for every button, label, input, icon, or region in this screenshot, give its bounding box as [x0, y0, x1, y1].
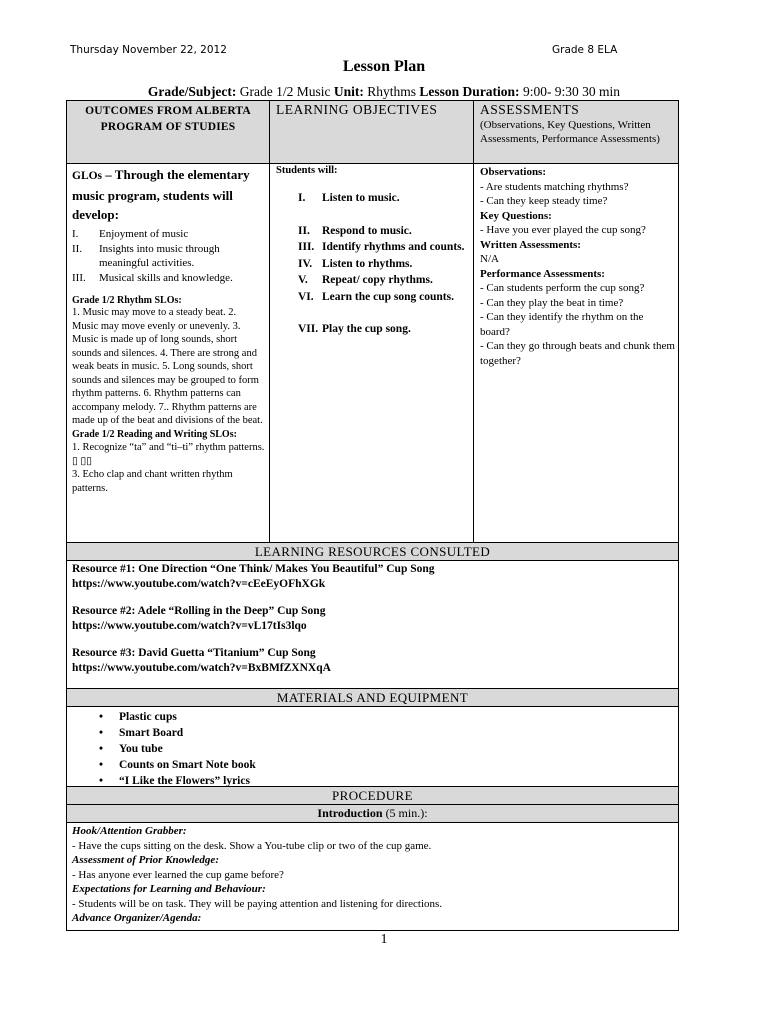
list-item: - Can they identify the rhythm on the board?	[480, 311, 644, 338]
rhythm-slo-text: 1. Music may move to a steady beat. 2. Music may move evenly or unevenly. 3. Music is made up of long sounds, short sounds and silences. 4. There are strong and weak beats in music. 5. Long sounds, short sounds and silences may be grouped to form rhythm patterns. 6. Rhythm patterns can accompany melody. 7.. Rhythm patterns are made up of the beat and divisions of the beat.	[72, 307, 263, 426]
list-text: Play the cup song.	[322, 323, 411, 335]
list-text: Enjoyment of music	[99, 228, 189, 240]
resource-title: Resource #3: David Guetta “Titanium” Cup Song	[72, 647, 316, 659]
procedure-heading: PROCEDURE	[67, 787, 678, 805]
outcomes-cell	[67, 164, 270, 542]
objectives-cell	[270, 164, 474, 542]
list-text: You tube	[119, 743, 163, 755]
reading-slo-1: 1. Recognize “ta” and “ti–ti” rhythm patterns. ▯ ▯▯	[72, 442, 265, 467]
resource-url[interactable]: https://www.youtube.com/watch?v=BxBMfZXNXqA	[72, 662, 331, 674]
list-item	[67, 741, 678, 757]
list-item: N/A	[480, 253, 499, 265]
list-number: II.	[72, 242, 83, 255]
reading-slo-heading: Grade 1/2 Reading and Writing SLOs:	[72, 428, 237, 440]
grade-label: Grade/Subject:	[147, 84, 237, 99]
bullet-icon: •	[98, 759, 103, 771]
reading-slo-2: 3. Echo clap and chant written rhythm patterns.	[72, 469, 233, 494]
prior-knowledge-label: Assessment of Prior Knowledge:	[72, 854, 219, 866]
list-item: - Are students matching rhythms?	[480, 180, 629, 193]
objectives-header	[270, 101, 474, 163]
list-item	[298, 190, 473, 207]
resource-title: Resource #2: Adele “Rolling in the Deep” Cup Song	[72, 605, 326, 617]
list-item: - Can they go through beats and chunk them together?	[480, 340, 675, 367]
list-item	[298, 321, 473, 338]
introduction-heading	[67, 805, 678, 823]
list-number: VII.	[298, 323, 319, 335]
assessments-content	[474, 164, 678, 368]
duration-label: Lesson Duration:	[419, 84, 520, 99]
list-item: - Can students perform the cup song?	[480, 282, 645, 294]
objectives-list	[270, 190, 473, 338]
resource-url[interactable]: https://www.youtube.com/watch?v=cEeEyOFhXGk	[72, 578, 326, 590]
bullet-icon: •	[98, 775, 103, 787]
list-number: IV.	[298, 257, 313, 270]
list-text: “I Like the Flowers” lyrics	[119, 775, 250, 787]
list-text: Plastic cups	[119, 711, 177, 723]
lesson-plan-table	[66, 100, 679, 931]
page-title: Lesson Plan	[342, 58, 426, 75]
outcomes-title: OUTCOMES FROM ALBERTA PROGRAM OF STUDIES	[85, 105, 251, 133]
list-item	[298, 272, 473, 289]
rhythm-slo-heading: Grade 1/2 Rhythm SLOs:	[72, 295, 182, 306]
spacer	[298, 207, 473, 223]
list-number: III.	[298, 241, 315, 253]
duration-value: 9:00- 9:30 30 min	[519, 84, 621, 99]
column-headers	[67, 101, 678, 164]
key-questions-label: Key Questions:	[480, 209, 552, 222]
glo-list	[67, 227, 269, 285]
page-number: 1	[380, 932, 388, 947]
bullet-icon: •	[98, 711, 103, 723]
list-text: Musical skills and knowledge.	[99, 271, 233, 284]
spacer	[298, 305, 473, 321]
spacer	[72, 592, 674, 604]
list-text: Insights into music through meaningful activities.	[99, 242, 220, 269]
list-item: - Can they play the beat in time?	[480, 296, 624, 309]
list-item: - Can they keep steady time?	[480, 195, 608, 207]
list-text: Identify rhythms and counts.	[322, 241, 465, 253]
bullet-icon: •	[98, 727, 103, 739]
list-item	[298, 239, 473, 256]
header-date: Thursday November 22, 2012	[70, 44, 227, 56]
resource-title: Resource #1: One Direction “One Think/ Makes You Beautiful” Cup Song	[72, 563, 435, 575]
advance-organizer-label: Advance Organizer/Agenda:	[72, 912, 202, 924]
list-number: VI.	[298, 290, 314, 303]
main-content-row	[67, 164, 678, 543]
observations-label: Observations:	[480, 166, 546, 178]
glo-prefix: GLOs	[72, 170, 103, 182]
header-grade: Grade 8 ELA	[552, 44, 618, 56]
resources-heading: LEARNING RESOURCES CONSULTED	[67, 543, 678, 561]
expectations-text: - Students will be on task. They will be paying attention and listening for directions.	[72, 897, 443, 910]
list-item	[298, 289, 473, 306]
list-item	[72, 227, 269, 242]
list-text: Repeat/ copy rhythms.	[322, 274, 433, 286]
glo-text: – Through the elementary music program, students will develop:	[72, 167, 250, 222]
list-number: II.	[298, 224, 310, 237]
grade-value: Grade 1/2 Music	[236, 84, 334, 99]
list-item	[298, 256, 473, 273]
list-text: Smart Board	[119, 727, 184, 739]
procedure-content	[67, 823, 678, 930]
hook-text: - Have the cups sitting on the desk. Show a You-tube clip or two of the cup game.	[72, 839, 432, 852]
written-assessments-label: Written Assessments:	[480, 238, 581, 251]
resources-section	[67, 561, 678, 689]
assessments-subtitle: (Observations, Key Questions, Written Assessments, Performance Assessments)	[480, 119, 660, 145]
list-item	[67, 757, 678, 773]
expectations-label: Expectations for Learning and Behaviour:	[72, 883, 266, 895]
list-item	[67, 709, 678, 725]
list-number: III.	[72, 271, 86, 284]
list-text: Listen to music.	[322, 192, 400, 204]
introduction-time: (5 min.):	[382, 806, 428, 820]
list-text: Learn the cup song counts.	[322, 290, 454, 303]
lesson-info-line	[0, 84, 768, 100]
unit-label: Unit:	[333, 84, 364, 99]
hook-label: Hook/Attention Grabber:	[72, 825, 187, 837]
performance-assessments-label: Performance Assessments:	[480, 267, 605, 280]
objectives-title: LEARNING OBJECTIVES	[276, 102, 438, 117]
introduction-label: Introduction	[317, 806, 383, 820]
resource-url[interactable]: https://www.youtube.com/watch?v=vL17tIs3lqo	[72, 620, 307, 632]
list-item	[72, 242, 269, 271]
list-text: Respond to music.	[322, 224, 412, 237]
list-number: I.	[72, 228, 79, 240]
list-text: Listen to rhythms.	[322, 257, 413, 270]
glo-heading	[67, 164, 269, 224]
assessments-header	[474, 101, 678, 163]
materials-list	[67, 707, 678, 787]
list-item	[67, 725, 678, 741]
list-item: - Have you ever played the cup song?	[480, 224, 646, 236]
assessments-cell	[474, 164, 678, 542]
objectives-intro: Students will:	[276, 165, 338, 176]
list-item	[298, 223, 473, 240]
assessments-title: ASSESSMENTS	[480, 102, 580, 117]
bullet-icon: •	[98, 743, 103, 755]
materials-heading: MATERIALS AND EQUIPMENT	[67, 689, 678, 707]
prior-knowledge-text: - Has anyone ever learned the cup game before?	[72, 868, 284, 881]
list-text: Counts on Smart Note book	[119, 759, 256, 771]
spacer	[72, 634, 674, 646]
outcomes-header	[67, 101, 270, 163]
list-number: V.	[298, 274, 308, 286]
unit-value: Rhythms	[363, 84, 420, 99]
list-number: I.	[298, 192, 306, 204]
list-item	[72, 271, 269, 286]
